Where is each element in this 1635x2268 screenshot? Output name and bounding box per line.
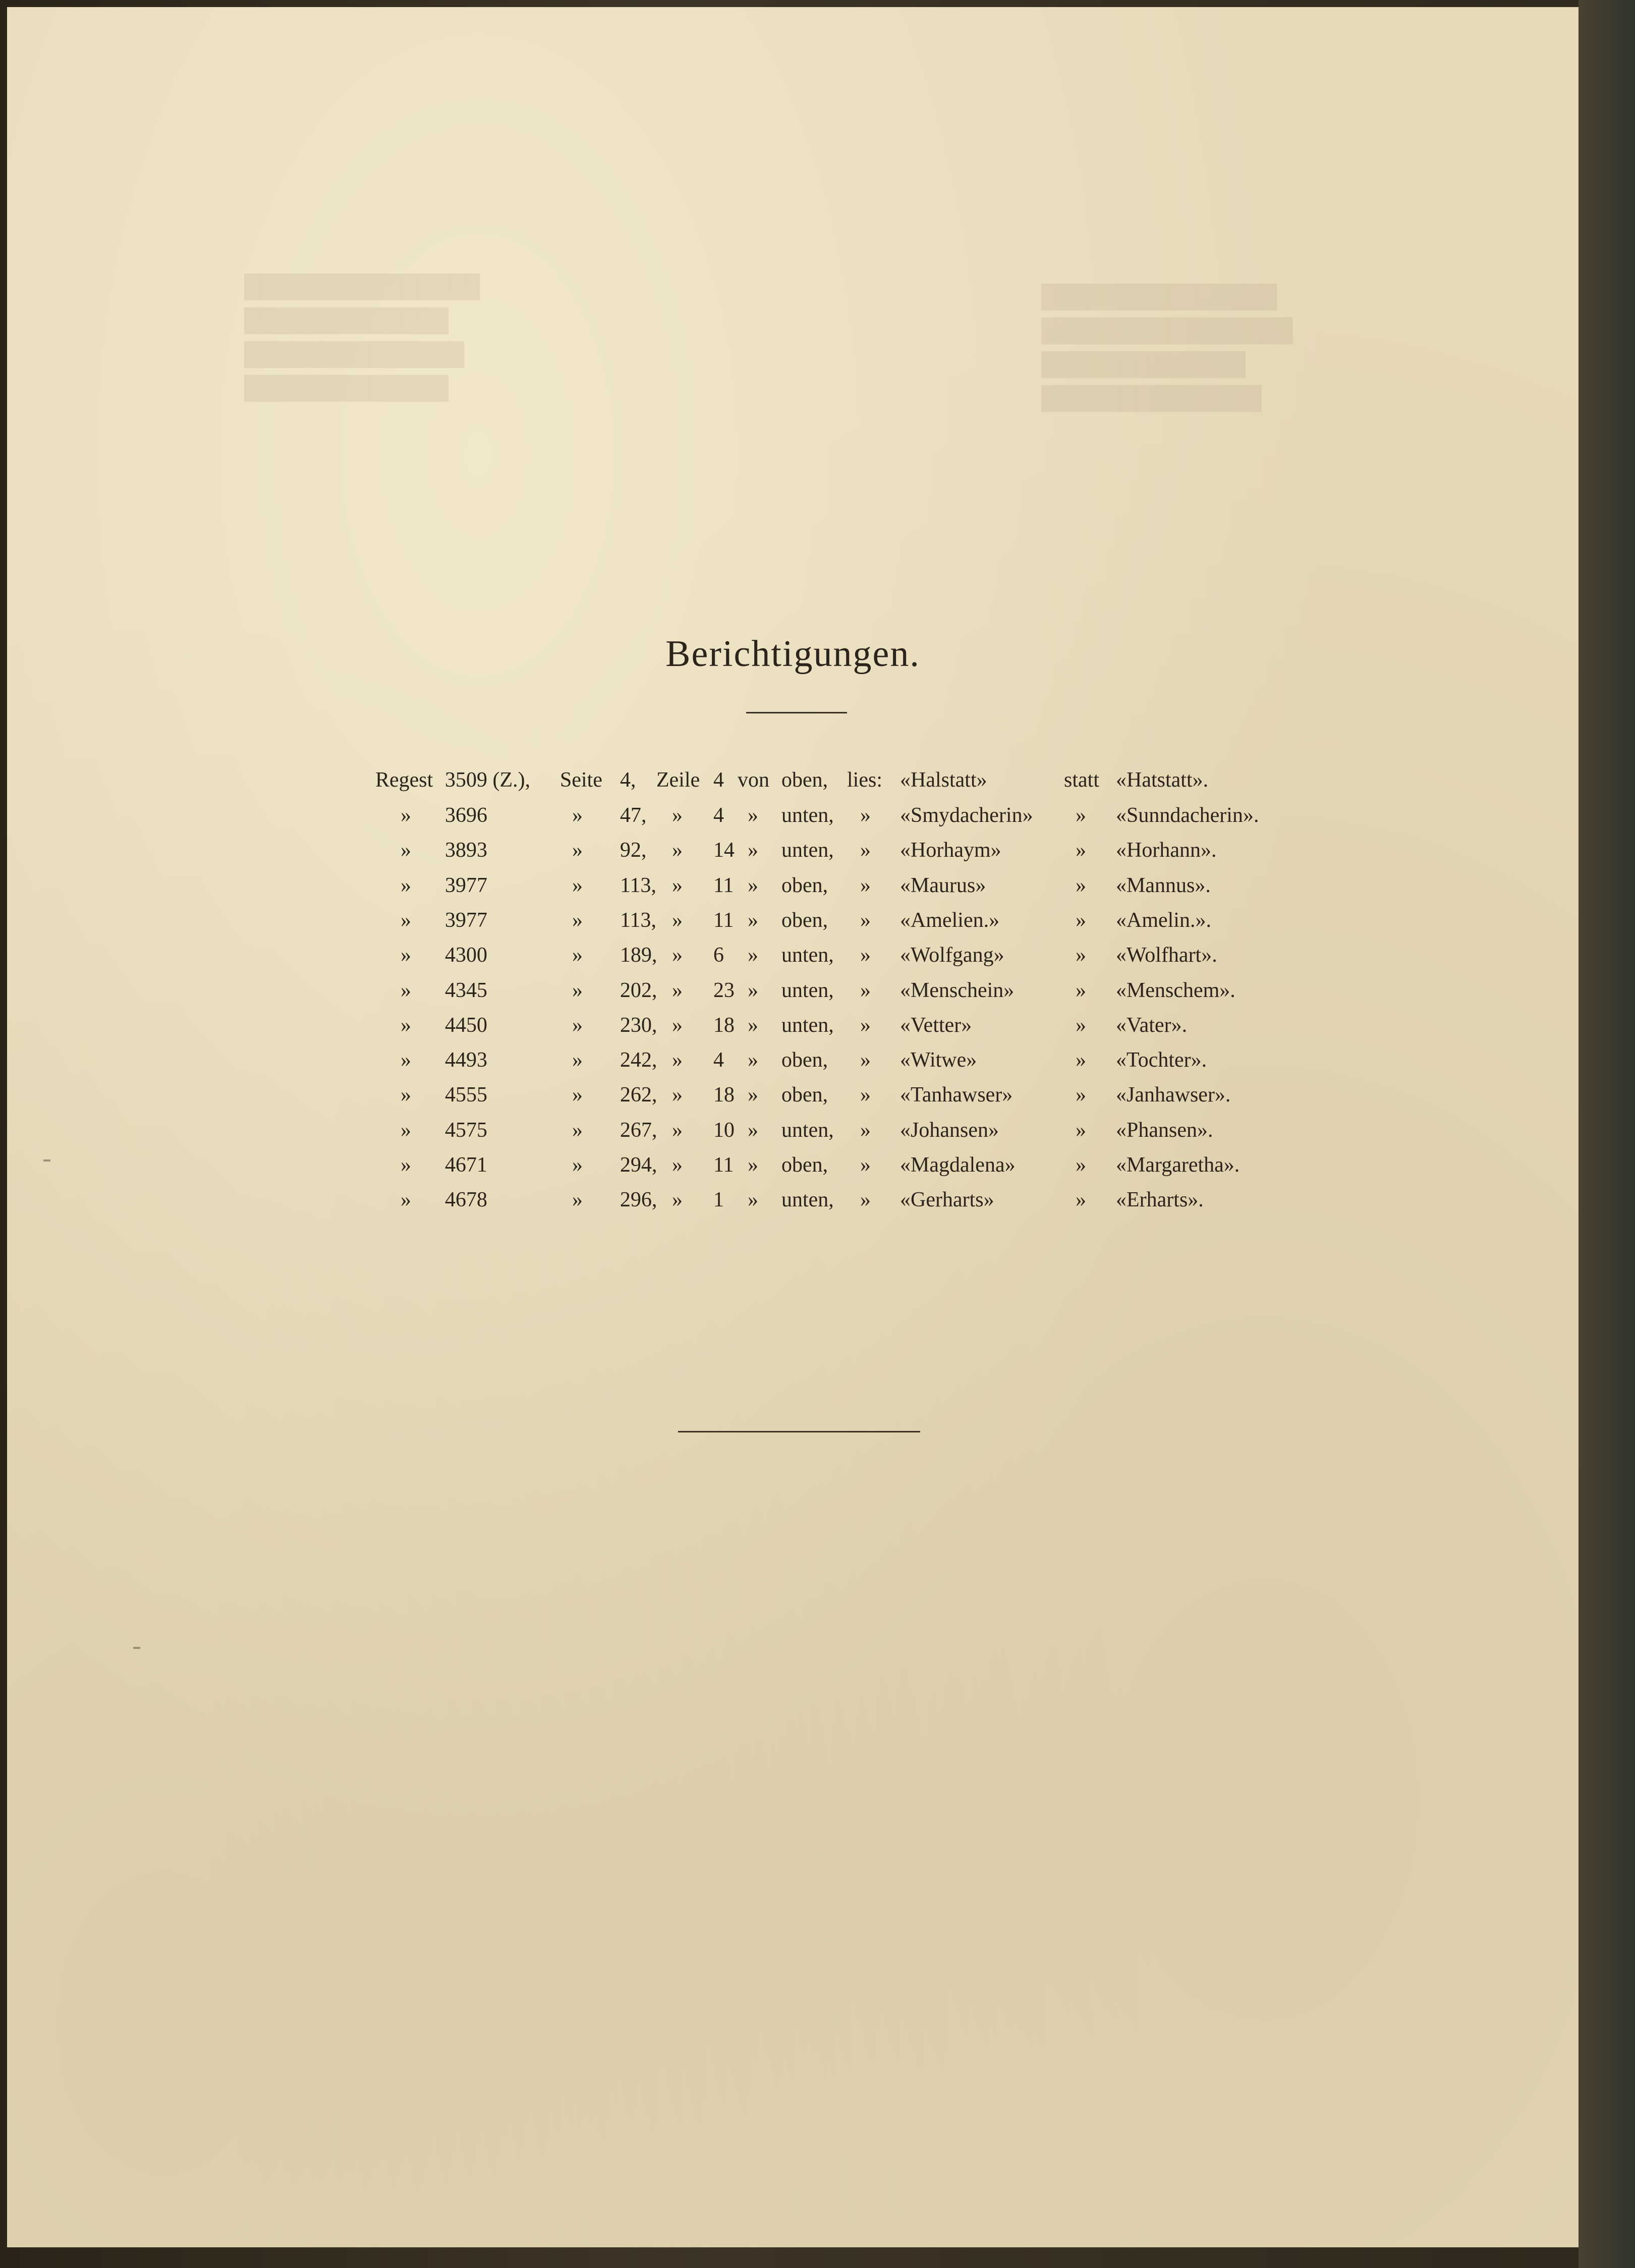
ditto-mark: »	[1076, 839, 1086, 862]
show-through-left: ███████████████ █████████████ ██████████████ █████████████	[244, 274, 480, 400]
ditto-mark: »	[748, 839, 758, 862]
line-number: 4	[713, 804, 724, 827]
ditto-mark: »	[572, 944, 583, 967]
wrong-reading: «Erharts».	[1116, 1188, 1204, 1211]
table-row-header	[7, 768, 1578, 803]
page-number: 113,	[620, 909, 656, 932]
ditto-mark: »	[401, 1083, 411, 1107]
line-number: 18	[713, 1014, 735, 1037]
wrong-reading: «Hatstatt».	[1116, 768, 1209, 792]
regest-number: 3977	[445, 909, 487, 932]
line-number: 11	[713, 874, 734, 897]
table-row	[7, 978, 1578, 1014]
statt-label: statt	[1064, 768, 1099, 792]
regest-number: 4575	[445, 1119, 487, 1142]
page-number: 230,	[620, 1014, 657, 1037]
ditto-mark: »	[1076, 1153, 1086, 1177]
ditto-mark: »	[860, 1048, 871, 1072]
ditto-mark: »	[401, 1048, 411, 1072]
page-number: 47,	[620, 804, 647, 827]
ditto-mark: »	[401, 839, 411, 862]
ditto-mark: »	[1076, 1014, 1086, 1037]
page-number: 92,	[620, 839, 647, 862]
ditto-mark: »	[748, 1119, 758, 1142]
ditto-mark: »	[860, 1153, 871, 1177]
correct-reading: «Johansen»	[900, 1119, 999, 1142]
ditto-mark: »	[672, 1083, 683, 1107]
scan-mark	[133, 1647, 140, 1649]
line-number: 11	[713, 909, 734, 932]
ditto-mark: »	[860, 1119, 871, 1142]
ditto-mark: »	[572, 1153, 583, 1177]
page-number: 242,	[620, 1048, 657, 1072]
table-row	[7, 838, 1578, 873]
ditto-mark: »	[1076, 909, 1086, 932]
ditto-mark: »	[672, 944, 683, 967]
ditto-mark: »	[860, 1014, 871, 1037]
page-number: 296,	[620, 1188, 657, 1211]
closing-rule	[678, 1431, 920, 1432]
von-label: von	[738, 768, 769, 792]
table-row	[7, 1048, 1578, 1083]
table-row	[7, 1188, 1578, 1223]
page-number: 202,	[620, 979, 657, 1002]
table-row	[7, 943, 1578, 978]
ditto-mark: »	[401, 909, 411, 932]
position: oben,	[781, 1153, 828, 1177]
position: oben,	[781, 1048, 828, 1072]
line-number: 11	[713, 1153, 734, 1177]
ditto-mark: »	[401, 874, 411, 897]
lies-label: lies:	[847, 768, 882, 792]
ditto-mark: »	[1076, 804, 1086, 827]
ditto-mark: »	[860, 804, 871, 827]
page-number: 189,	[620, 944, 657, 967]
page-number: 262,	[620, 1083, 657, 1107]
regest-number: 3696	[445, 804, 487, 827]
regest-number: 3893	[445, 839, 487, 862]
line-number: 10	[713, 1119, 735, 1142]
page-title: Berichtigungen.	[665, 633, 920, 675]
position: unten,	[781, 804, 834, 827]
ditto-mark: »	[860, 1083, 871, 1107]
regest-number: 3977	[445, 874, 487, 897]
ditto-mark: »	[672, 1119, 683, 1142]
position: oben,	[781, 1083, 828, 1107]
ditto-mark: »	[401, 1014, 411, 1037]
ditto-mark: »	[401, 1188, 411, 1211]
ditto-mark: »	[1076, 1048, 1086, 1072]
line-number: 4	[713, 1048, 724, 1072]
ditto-mark: »	[672, 804, 683, 827]
ditto-mark: »	[401, 944, 411, 967]
position: unten,	[781, 1014, 834, 1037]
book-edge	[1578, 0, 1635, 2268]
ditto-mark: »	[748, 1188, 758, 1211]
ditto-mark: »	[672, 1014, 683, 1037]
zeile-label: Zeile	[656, 768, 700, 792]
position: unten,	[781, 1188, 834, 1211]
table-row	[7, 1153, 1578, 1188]
ditto-mark: »	[1076, 979, 1086, 1002]
wrong-reading: «Tochter».	[1116, 1048, 1207, 1072]
wrong-reading: «Vater».	[1116, 1014, 1188, 1037]
line-number: 14	[713, 839, 735, 862]
regest-number: 4345	[445, 979, 487, 1002]
correct-reading: «Magdalena»	[900, 1153, 1016, 1177]
page-number: 294,	[620, 1153, 657, 1177]
ditto-mark: »	[1076, 1083, 1086, 1107]
ditto-mark: »	[672, 839, 683, 862]
table-row	[7, 1118, 1578, 1153]
correct-reading: «Horhaym»	[900, 839, 1001, 862]
ditto-mark: »	[748, 1083, 758, 1107]
wrong-reading: «Sunndacherin».	[1116, 804, 1259, 827]
regest-number: 4493	[445, 1048, 487, 1072]
wrong-reading: «Margaretha».	[1116, 1153, 1240, 1177]
ditto-mark: »	[860, 944, 871, 967]
ditto-mark: »	[748, 874, 758, 897]
correct-reading: «Wolfgang»	[900, 944, 1004, 967]
title-rule	[746, 712, 847, 713]
table-row	[7, 1083, 1578, 1118]
ditto-mark: »	[401, 979, 411, 1002]
ditto-mark: »	[748, 1014, 758, 1037]
page	[7, 7, 1578, 2247]
line-number: 1	[713, 1188, 724, 1211]
regest-label: Regest	[375, 768, 433, 792]
regest-number: 4555	[445, 1083, 487, 1107]
ditto-mark: »	[1076, 1119, 1086, 1142]
ditto-mark: »	[748, 979, 758, 1002]
line-number: 6	[713, 944, 724, 967]
wrong-reading: «Menschem».	[1116, 979, 1235, 1002]
scan-mark	[43, 1159, 50, 1161]
regest-number: 4300	[445, 944, 487, 967]
ditto-mark: »	[672, 1153, 683, 1177]
correct-reading: «Witwe»	[900, 1048, 977, 1072]
ditto-mark: »	[572, 874, 583, 897]
ditto-mark: »	[860, 909, 871, 932]
ditto-mark: »	[748, 944, 758, 967]
ditto-mark: »	[572, 1083, 583, 1107]
correct-reading: «Amelien.»	[900, 909, 1000, 932]
position: oben,	[781, 768, 828, 792]
ditto-mark: »	[860, 1188, 871, 1211]
page-number: 267,	[620, 1119, 657, 1142]
ditto-mark: »	[1076, 1188, 1086, 1211]
page-number: 4,	[620, 768, 636, 792]
ditto-mark: »	[672, 909, 683, 932]
correct-reading: «Halstatt»	[900, 768, 987, 792]
ditto-mark: »	[572, 1048, 583, 1072]
correct-reading: «Vetter»	[900, 1014, 972, 1037]
regest-number: 4450	[445, 1014, 487, 1037]
ditto-mark: »	[401, 1119, 411, 1142]
ditto-mark: »	[572, 1119, 583, 1142]
wrong-reading: «Amelin.».	[1116, 909, 1211, 932]
wrong-reading: «Mannus».	[1116, 874, 1211, 897]
wrong-reading: «Phansen».	[1116, 1119, 1213, 1142]
ditto-mark: »	[572, 839, 583, 862]
position: unten,	[781, 979, 834, 1002]
ditto-mark: »	[401, 804, 411, 827]
ditto-mark: »	[748, 1048, 758, 1072]
position: oben,	[781, 874, 828, 897]
ditto-mark: »	[401, 1153, 411, 1177]
correct-reading: «Maurus»	[900, 874, 986, 897]
line-number: 23	[713, 979, 735, 1002]
ditto-mark: »	[672, 874, 683, 897]
wrong-reading: «Horhann».	[1116, 839, 1217, 862]
ditto-mark: »	[572, 1014, 583, 1037]
ditto-mark: »	[860, 979, 871, 1002]
ditto-mark: »	[1076, 944, 1086, 967]
correct-reading: «Tanhawser»	[900, 1083, 1013, 1107]
table-row	[7, 873, 1578, 909]
position: unten,	[781, 1119, 834, 1142]
position: unten,	[781, 839, 834, 862]
ditto-mark: »	[1076, 874, 1086, 897]
table-row	[7, 1013, 1578, 1048]
regest-number: 4671	[445, 1153, 487, 1177]
ditto-mark: »	[748, 1153, 758, 1177]
line-number: 4	[713, 768, 724, 792]
regest-number: 4678	[445, 1188, 487, 1211]
ditto-mark: »	[748, 804, 758, 827]
correct-reading: «Menschein»	[900, 979, 1014, 1002]
ditto-mark: »	[572, 979, 583, 1002]
seite-label: Seite	[560, 768, 602, 792]
correct-reading: «Smydacherin»	[900, 804, 1033, 827]
regest-number: 3509 (Z.),	[445, 768, 531, 792]
ditto-mark: »	[672, 1188, 683, 1211]
ditto-mark: »	[860, 839, 871, 862]
ditto-mark: »	[572, 909, 583, 932]
wrong-reading: «Janhawser».	[1116, 1083, 1231, 1107]
ditto-mark: »	[572, 1188, 583, 1211]
ditto-mark: »	[748, 909, 758, 932]
correct-reading: «Gerharts»	[900, 1188, 994, 1211]
ditto-mark: »	[572, 804, 583, 827]
position: oben,	[781, 909, 828, 932]
line-number: 18	[713, 1083, 735, 1107]
show-through-right: ███████████████ ████████████████ █████████████ ██████████████	[1041, 284, 1293, 410]
wrong-reading: «Wolfhart».	[1116, 944, 1217, 967]
table-row	[7, 803, 1578, 839]
table-row	[7, 908, 1578, 944]
ditto-mark: »	[860, 874, 871, 897]
ditto-mark: »	[672, 979, 683, 1002]
ditto-mark: »	[672, 1048, 683, 1072]
page-number: 113,	[620, 874, 656, 897]
position: unten,	[781, 944, 834, 967]
